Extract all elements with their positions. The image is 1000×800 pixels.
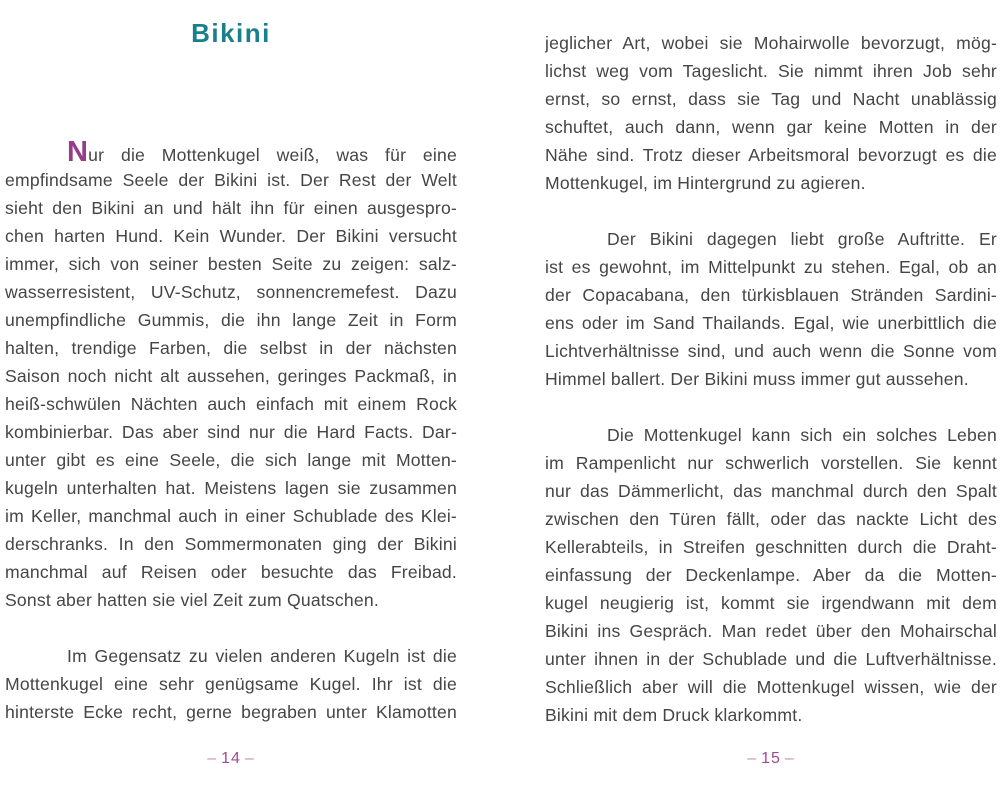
text-line: Mottenkugel, im Hintergrund zu agieren. xyxy=(545,173,866,193)
text-line: Saison noch nicht alt aussehen, geringes Packmaß, in xyxy=(5,366,457,386)
text-line: halten, trendige Farben, die selbst in der nächsten xyxy=(5,338,457,358)
text-line: im Keller, manchmal auch in einer Schublade des Klei- xyxy=(5,506,457,526)
text-line: Die Mottenkugel kann sich ein solches Leben xyxy=(607,425,997,445)
text-line: schuftet, auch dann, wenn gar keine Motten in der xyxy=(545,117,997,137)
text-line: kugel neugierig ist, kommt sie irgendwann mit dem xyxy=(545,593,997,613)
chapter-title: Bikini xyxy=(191,18,271,48)
page-right xyxy=(545,0,997,800)
text-line: Sonst aber hatten sie viel Zeit zum Quatschen. xyxy=(5,590,379,610)
text-line: Im Gegensatz zu vielen anderen Kugeln ist die xyxy=(67,646,457,666)
text-line: unter ihnen in der Schublade und die Luftverhältnisse. xyxy=(545,649,997,669)
text-line: kugeln unterhalten hat. Meistens lagen sie zusammen xyxy=(5,478,457,498)
paragraph xyxy=(5,642,457,726)
text-line: Bikini mit dem Druck klarkommt. xyxy=(545,705,803,725)
text-line: ernst, so ernst, dass sie Tag und Nacht unablässig xyxy=(545,89,997,109)
text-line: Schließlich aber will die Mottenkugel wissen, wie der xyxy=(545,677,997,697)
page-number-dash: – xyxy=(747,750,758,767)
text-line: ens oder im Sand Thailands. Egal, wie unerbittlich die xyxy=(545,313,997,333)
paragraph xyxy=(545,421,997,729)
text-line: der Copacabana, den türkisblauen Stränden Sardini- xyxy=(545,285,997,305)
text-line: kombinierbar. Das aber sind nur die Hard Facts. Dar- xyxy=(5,422,457,442)
page-number-left xyxy=(5,750,457,768)
text-line: Nähe sind. Trotz dieser Arbeitsmoral bevorzugt es die xyxy=(545,145,997,165)
paragraph xyxy=(545,29,997,197)
text-line: Himmel ballert. Der Bikini muss immer gut aussehen. xyxy=(545,369,969,389)
paragraph xyxy=(5,138,457,614)
text-line: Lichtverhältnisse sind, und auch wenn die Sonne vom xyxy=(545,341,997,361)
text-line: sieht den Bikini an und hält ihn für einen ausgespro- xyxy=(5,198,457,218)
text-line: manchmal auf Reisen oder besuchte das Freibad. xyxy=(5,562,457,582)
page-right-body xyxy=(545,29,997,729)
text-line: Nur die Mottenkugel weiß, was für eine xyxy=(67,138,457,166)
text-line: Bikini ins Gespräch. Man redet über den Mohairschal xyxy=(545,621,997,641)
text-line: unempfindliche Gummis, die ihn lange Zeit in Form xyxy=(5,310,457,330)
page-number-value: 15 xyxy=(761,750,781,767)
text-line: chen harten Hund. Kein Wunder. Der Bikini versucht xyxy=(5,226,457,246)
text-line: nur das Dämmerlicht, das manchmal durch den Spalt xyxy=(545,481,997,501)
text-line: immer, sich von seiner besten Seite zu zeigen: salz- xyxy=(5,254,457,274)
text-line: ist es gewohnt, im Mittelpunkt zu stehen. Egal, ob an xyxy=(545,257,997,277)
page-number-dash: – xyxy=(784,750,795,767)
page-left xyxy=(5,0,457,800)
paragraph xyxy=(545,225,997,393)
text-line: wasserresistent, UV-Schutz, sonnencremefest. Dazu xyxy=(5,282,457,302)
text-line: jeglicher Art, wobei sie Mohairwolle bevorzugt, mög- xyxy=(545,33,997,53)
page-number-dash: – xyxy=(244,750,255,767)
text-line: Mottenkugel eine sehr genügsame Kugel. Ihr ist die xyxy=(5,674,457,694)
text-line: im Rampenlicht nur schwerlich vorstellen. Sie kennt xyxy=(545,453,997,473)
page-left-body xyxy=(5,138,457,726)
text-line: lichst weg vom Tageslicht. Sie nimmt ihren Job sehr xyxy=(545,61,997,81)
text-line: Der Bikini dagegen liebt große Auftritte. Er xyxy=(607,229,997,249)
dropcap-letter: N xyxy=(67,138,89,166)
page-number-right xyxy=(545,750,997,768)
page-number-value: 14 xyxy=(221,750,241,767)
text-line: hinterste Ecke recht, gerne begraben unter Klamotten xyxy=(5,702,457,722)
text-line: zwischen den Türen fällt, oder das nackte Licht des xyxy=(545,509,997,529)
text-line: unter gibt es eine Seele, die sich lange mit Motten- xyxy=(5,450,457,470)
text-line: Kellerabteils, in Streifen geschnitten durch die Draht- xyxy=(545,537,997,557)
page-number-dash: – xyxy=(207,750,218,767)
text-line: derschranks. In den Sommermonaten ging der Bikini xyxy=(5,534,457,554)
text-line: einfassung der Deckenlampe. Aber da die Motten- xyxy=(545,565,997,585)
text-line: heiß-schwülen Nächten auch einfach mit einem Rock xyxy=(5,394,457,414)
text-line: empfindsame Seele der Bikini ist. Der Rest der Welt xyxy=(5,170,457,190)
